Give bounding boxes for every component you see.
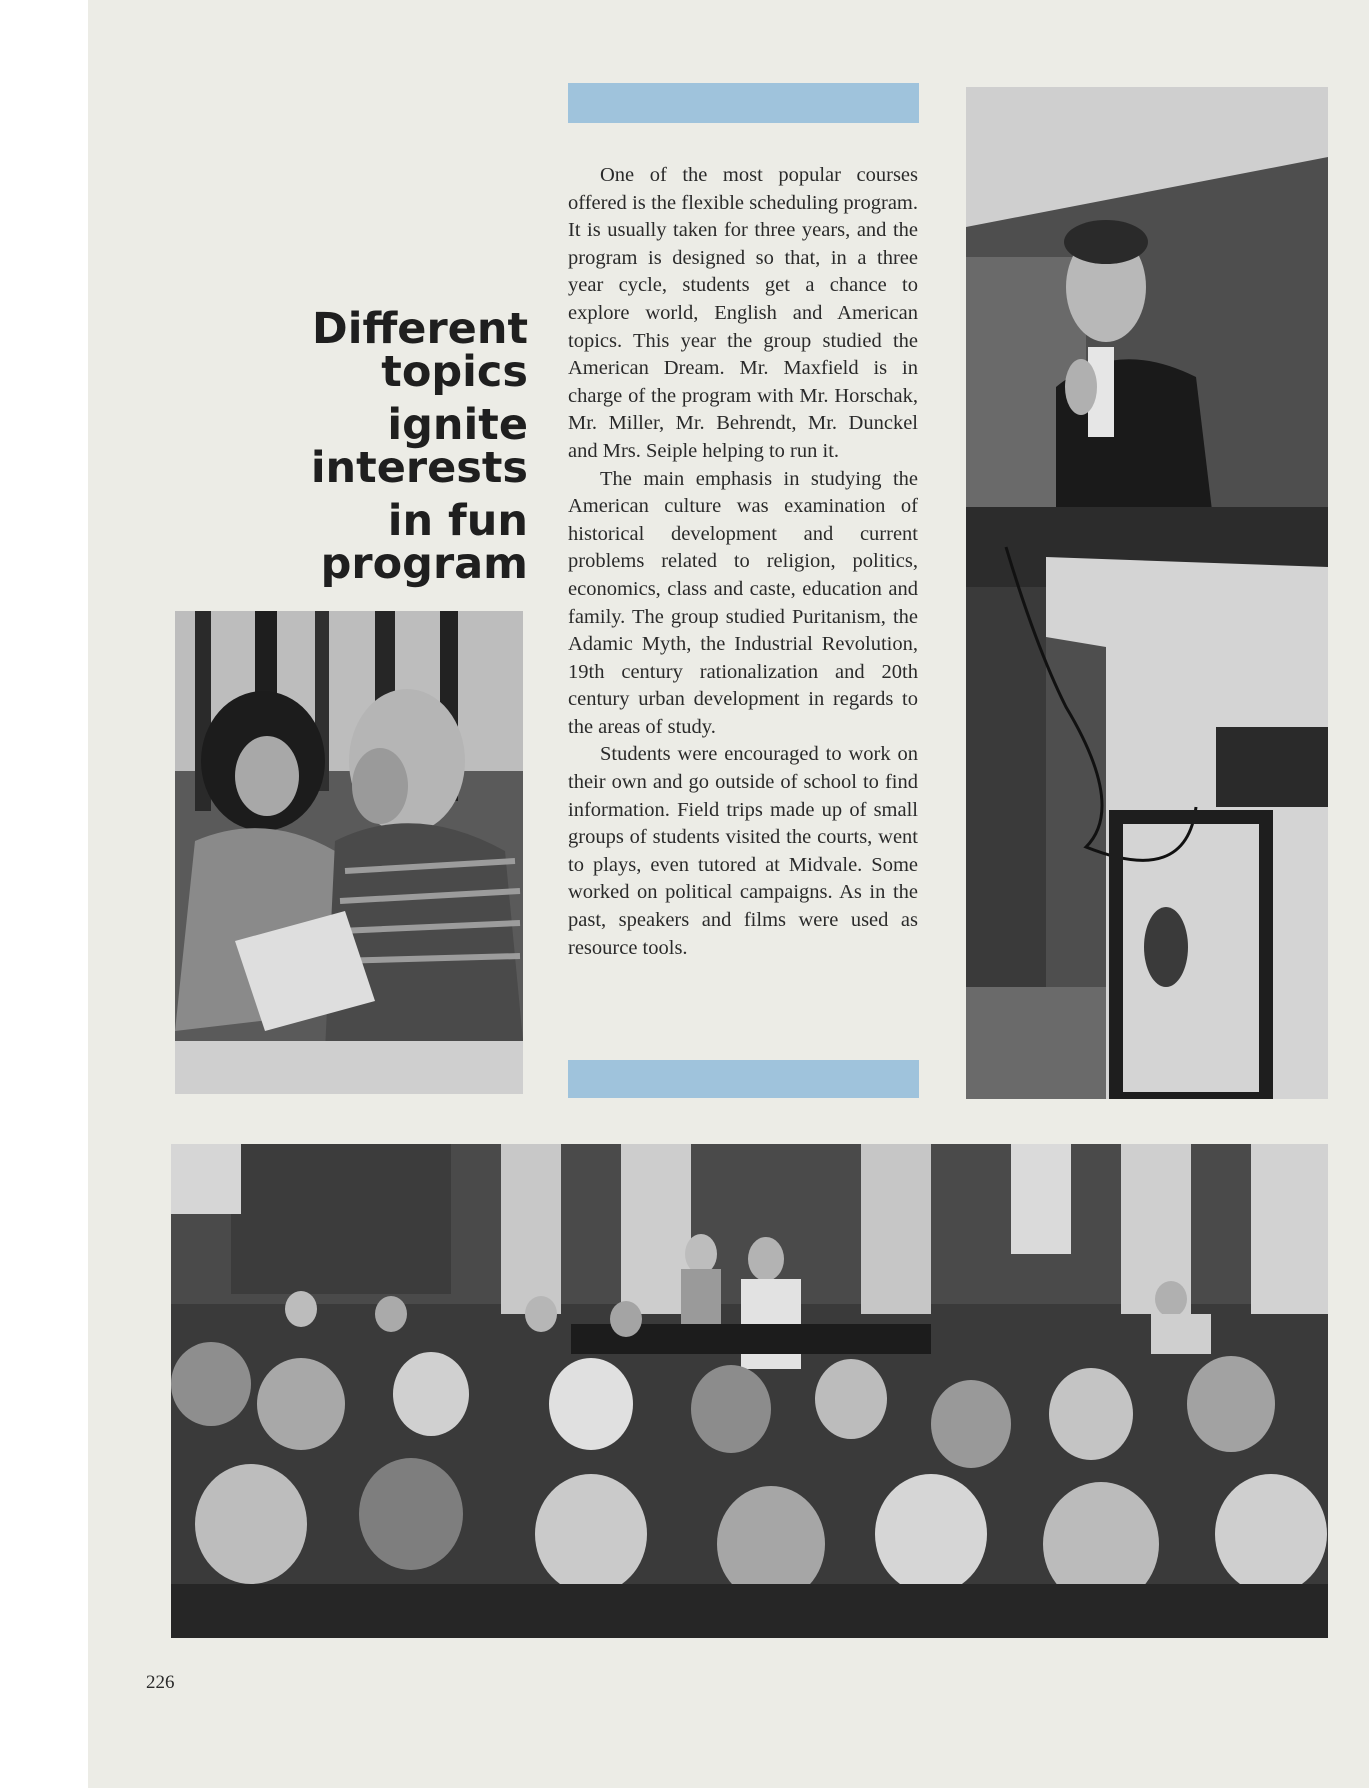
article-body bbox=[568, 162, 918, 962]
headline-line-2: ignite interests bbox=[310, 400, 528, 493]
article-paragraph-1: One of the most popular courses offered is the flexible scheduling program. It is usually taken for three years, and the program is designed so that, in a three year cycle, students get a chance to explore world, English and American topics. This year the group studied the American Dream. Mr. Maxfield is in charge of the program with Mr. Horschak, Mr. Miller, Mr. Behrendt, Mr. Dunckel and Mrs. Seiple helping to run it. bbox=[568, 164, 918, 462]
article-paragraph-2: The main emphasis in studying the American culture was examination of historical development and current problems related to religion, politics, economics, class and caste, education and family. The group studied Puritanism, the Adamic Myth, the Industrial Revolution, 19th century rationalization and 20th century urban development in regards to the areas of study. bbox=[568, 467, 918, 738]
photo-students-reading bbox=[175, 611, 523, 1094]
bottom-accent-bar bbox=[568, 1060, 919, 1098]
article-paragraph-3: Students were encouraged to work on their own and go outside of school to find information. Field trips made up of small groups of students visited the courts, went to plays, even tutored at Midvale. Some worked on political campaigns. As in the past, speakers and films were used as resource tools. bbox=[568, 743, 918, 959]
headline bbox=[168, 304, 528, 596]
photo-teacher-microphone bbox=[966, 87, 1328, 1099]
headline-line-1: Different topics bbox=[312, 304, 528, 397]
top-accent-bar bbox=[568, 83, 919, 123]
page-number: 226 bbox=[146, 1672, 175, 1693]
photo-audience-panel bbox=[171, 1144, 1328, 1638]
headline-line-3: in fun program bbox=[320, 496, 528, 589]
